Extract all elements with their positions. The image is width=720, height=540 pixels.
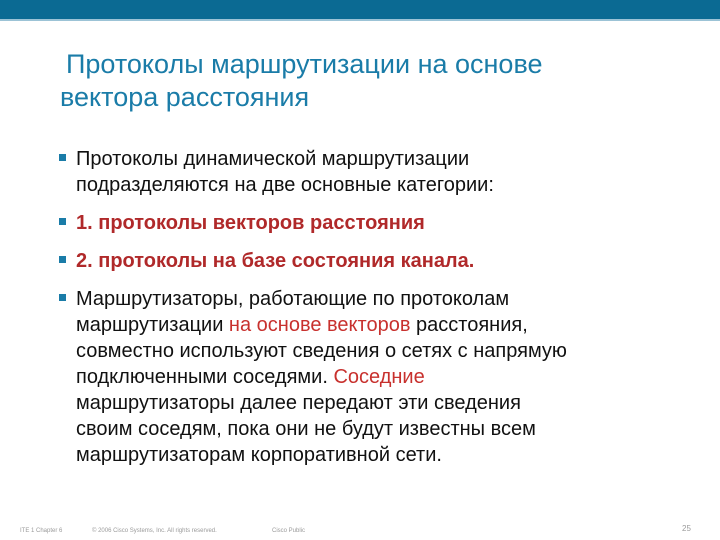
slide-title-line-1: Протоколы маршрутизации на основе [66,49,543,79]
bullet-text: Протоколы динамической маршрутизации [76,148,470,170]
bullet-text: маршрутизации [76,314,229,336]
bullet-categories [58,146,678,198]
highlight-text: на основе векторов [228,314,411,336]
bullet-text: маршрутизаторам корпоративной сети. [76,444,442,466]
slide-title [60,48,700,114]
bullet-square-icon [59,294,66,301]
slide-title-line-2: вектора расстояния [60,82,310,112]
bullet-text: подключенными соседями. [76,366,334,388]
slide-content [58,146,678,468]
bullet-text: расстояния, [410,314,528,336]
bullet-text: 2. протоколы на базе состояния канала. [76,250,475,272]
top-bar [0,0,720,21]
bullet-square-icon [59,256,66,263]
bullet-routers-description [58,286,678,468]
bullet-text: своим соседям, пока они не будут известны всем [76,418,536,440]
bullet-text: подразделяются на две основные категории: [76,174,494,196]
highlight-text: Соседние [333,366,425,388]
bullet-distance-vector [58,210,678,236]
footer-course: ITE 1 Chapter 6 [20,528,63,534]
page-number: 25 [682,524,691,533]
bullet-square-icon [59,218,66,225]
bullet-square-icon [59,154,66,161]
bullet-link-state [58,248,678,274]
footer-copyright: © 2006 Cisco Systems, Inc. All rights reserved. [92,528,217,534]
bullet-text: маршрутизаторы далее передают эти сведения [76,392,521,414]
footer-classification: Cisco Public [272,528,306,534]
bullet-text: 1. протоколы векторов расстояния [76,212,425,234]
bullet-text: совместно используют сведения о сетях с напрямую [76,340,567,362]
bullet-text: Маршрутизаторы, работающие по протоколам [76,288,510,310]
